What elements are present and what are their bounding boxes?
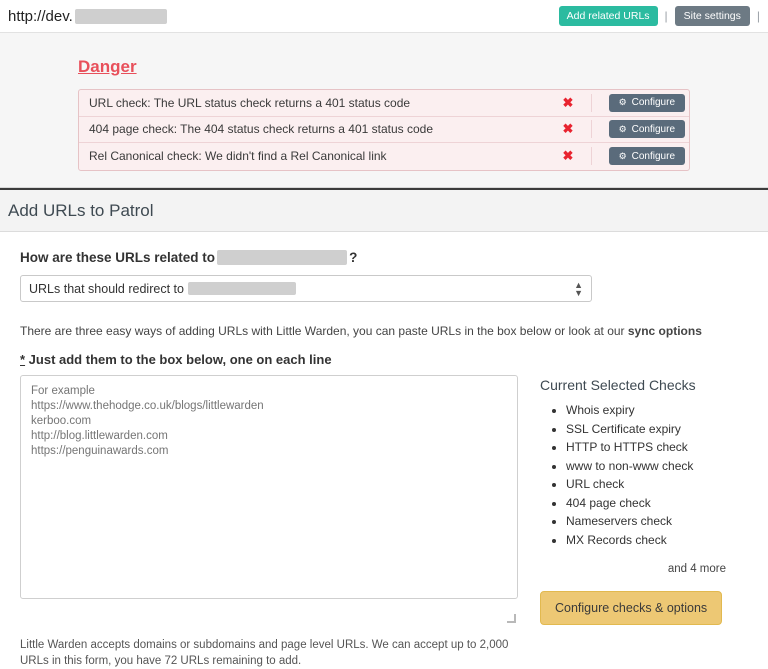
danger-alert-table [78, 89, 690, 171]
list-item: • Nameservers check [566, 512, 748, 531]
instruction-heading [20, 352, 748, 367]
relation-question-prefix: How are these URLs related to [20, 250, 216, 265]
checks-and-more: and 4 more [667, 563, 726, 575]
modal-header [0, 190, 768, 232]
relation-select[interactable] [20, 275, 592, 302]
site-url [8, 8, 167, 25]
intro-paragraph [20, 324, 748, 338]
gear-icon: ⚙ [618, 150, 627, 161]
relation-question-suffix: ? [349, 250, 358, 265]
configure-button[interactable] [609, 147, 685, 165]
list-item: • SSL Certificate expiry [566, 420, 748, 439]
configure-label: Configure [631, 97, 675, 109]
site-url-redacted [75, 9, 167, 24]
alert-message: URL check: The URL status check returns a 401 status code [89, 95, 411, 110]
checks-panel-title: Current Selected Checks [540, 377, 696, 393]
add-urls-modal [0, 188, 768, 667]
configure-button[interactable] [609, 94, 685, 112]
footnote-text: Little Warden accepts domains or subdomains and page level URLs. We can accept up to 2,000 URLs in this form, you have 72 URLs remaining to add. [20, 639, 509, 667]
relation-question-redacted [217, 250, 347, 265]
list-item: • 404 page check [566, 494, 748, 513]
resize-handle-icon[interactable] [507, 614, 516, 623]
site-settings-button[interactable]: Site settings [675, 6, 750, 26]
chevron-updown-icon: ▲ ▼ [574, 279, 583, 298]
urls-textarea-wrapper [20, 375, 518, 625]
cross-icon: ✖ [562, 148, 574, 164]
list-item: • Whois expiry [566, 401, 748, 420]
instruction-star: * [20, 352, 26, 367]
page-title: Add URLs to Patrol [8, 200, 154, 220]
table-row [79, 90, 689, 117]
danger-section [0, 33, 768, 171]
relation-question [20, 250, 748, 265]
alert-action-cell [591, 120, 689, 138]
relation-select-redacted [188, 282, 296, 295]
configure-label: Configure [631, 150, 675, 162]
sync-options-link[interactable]: sync options [627, 324, 702, 338]
modal-body [0, 232, 768, 669]
add-related-urls-button[interactable]: Add related URLs [559, 6, 658, 26]
checks-list [540, 401, 748, 549]
list-item: • MX Records check [566, 531, 748, 550]
header-actions [559, 6, 760, 26]
alert-message: 404 page check: The 404 status check returns a 401 status code [89, 122, 433, 137]
alert-action-cell [591, 94, 689, 112]
action-separator-2: | [756, 9, 760, 23]
list-item: • URL check [566, 475, 748, 494]
configure-button[interactable] [609, 120, 685, 138]
modal-columns [20, 375, 748, 625]
checks-panel [540, 375, 748, 625]
configure-label: Configure [631, 123, 675, 135]
relation-select-value: URLs that should redirect to [29, 281, 184, 296]
site-url-prefix: http://dev. [8, 7, 73, 25]
alert-message: Rel Canonical check: We didn't find a Rel Canonical link [89, 149, 387, 164]
background-page [0, 0, 768, 188]
instruction-text: Just add them to the box below, one on each line [25, 352, 332, 367]
danger-heading: Danger [78, 57, 137, 76]
browser-address-bar [0, 0, 768, 33]
action-separator-1: | [664, 9, 668, 23]
list-item: • www to non-www check [566, 457, 748, 476]
cross-icon: ✖ [562, 94, 574, 110]
intro-text: There are three easy ways of adding URLs with Little Warden, you can paste URLs in the box below or look at our [20, 324, 628, 338]
gear-icon: ⚙ [618, 123, 627, 134]
urls-textarea[interactable] [20, 375, 518, 599]
list-item: • HTTP to HTTPS check [566, 438, 748, 457]
cross-icon: ✖ [562, 121, 574, 137]
table-row [79, 117, 689, 144]
configure-checks-button[interactable]: Configure checks & options [540, 591, 722, 625]
alert-action-cell [591, 147, 689, 165]
table-row [79, 143, 689, 170]
gear-icon: ⚙ [618, 97, 627, 108]
